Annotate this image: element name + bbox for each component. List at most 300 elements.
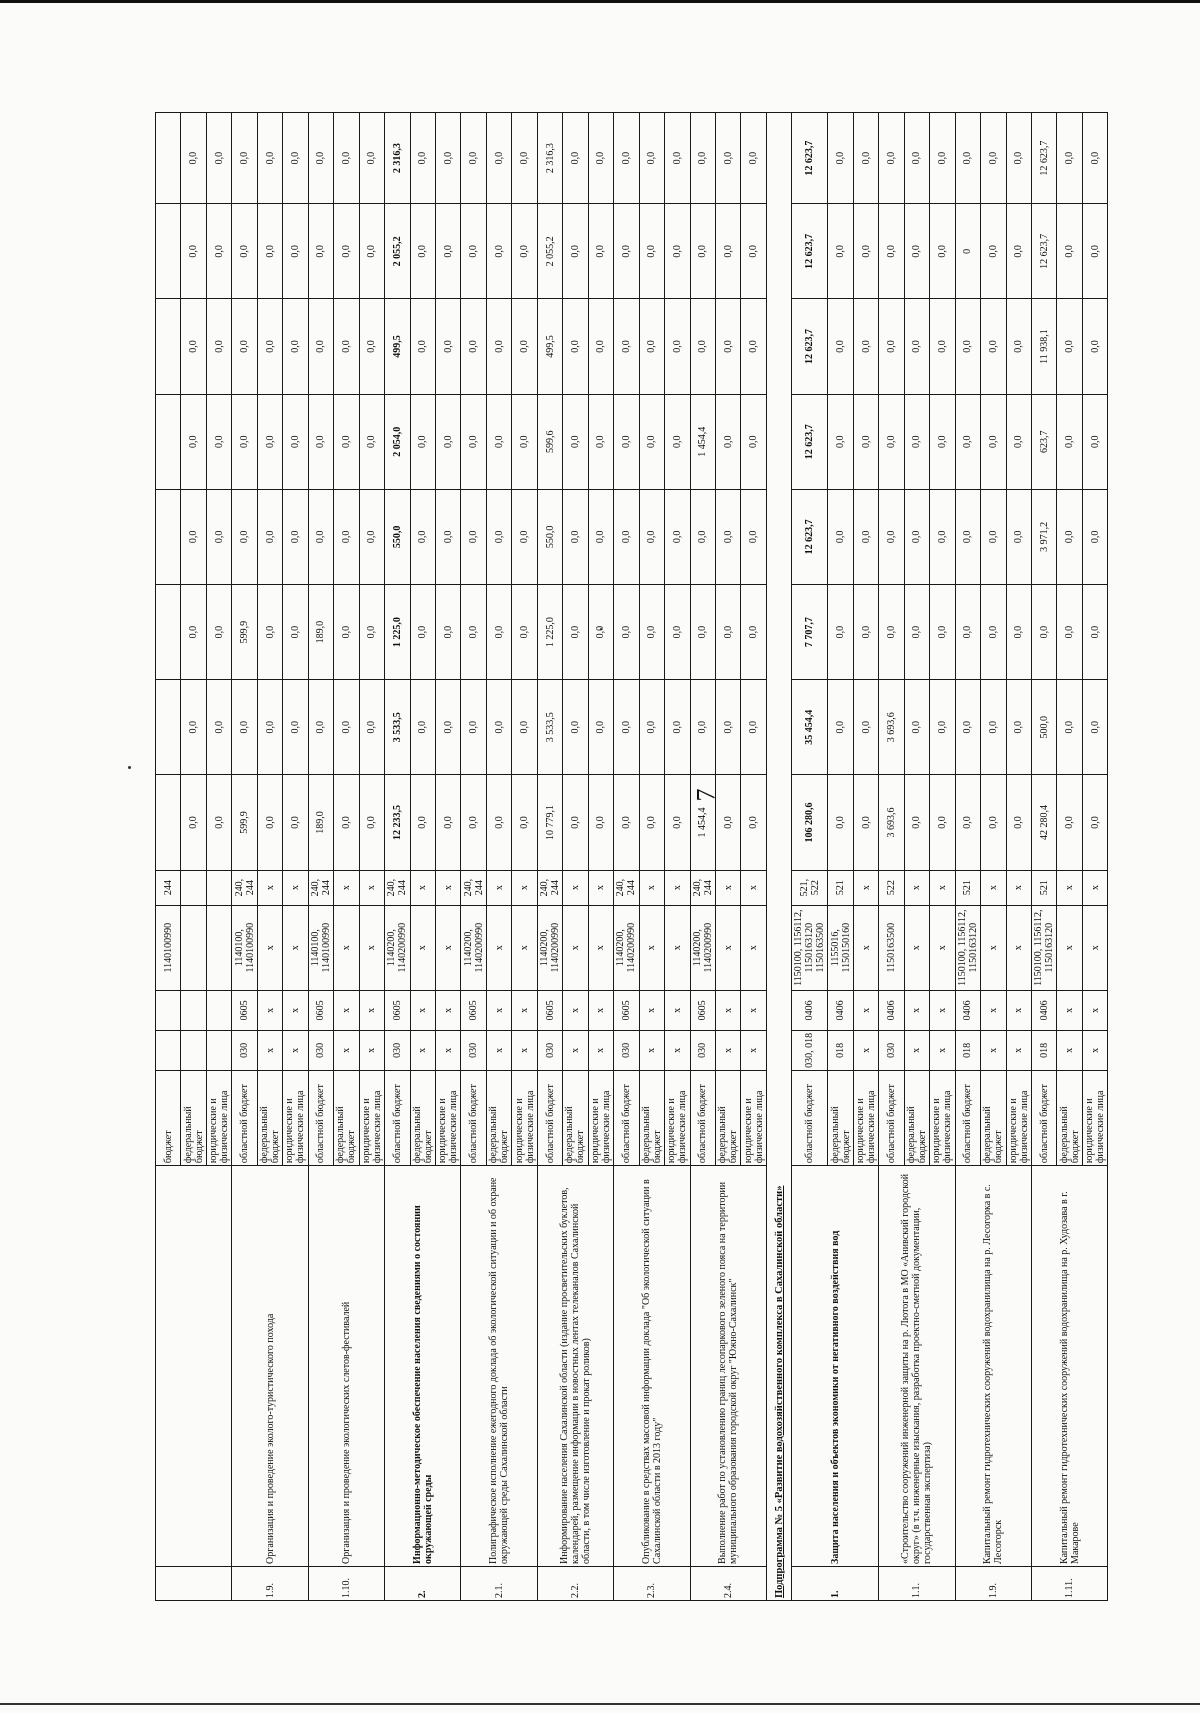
amount-cell: 0,0 [1057, 394, 1082, 489]
amount-cell: 2 055,2 [385, 204, 410, 299]
budget-code: x [410, 990, 435, 1030]
rotated-table-frame [155, 112, 1107, 1601]
amount-cell: 599,6 [537, 394, 562, 489]
amount-cell: 12 623,7 [792, 204, 828, 299]
event-name: Капитальный ремонт гидротехнических сооружений водохранилища на р. Худозава в г. Макарове [1031, 1166, 1107, 1567]
amount-cell: 0,0 [879, 299, 904, 394]
budget-code: x [1082, 1030, 1107, 1070]
amount-cell: 0,0 [181, 680, 206, 775]
amount-cell: 0,0 [639, 204, 664, 299]
budget-code: x [741, 905, 766, 990]
amount-cell [156, 113, 181, 204]
amount-cell: 0,0 [308, 113, 333, 204]
amount-cell: 0,0 [1082, 585, 1107, 680]
amount-cell: 0,0 [904, 489, 929, 584]
amount-cell: 0,0 [181, 585, 206, 680]
budget-code: 1150100, 1156112, 1150163120 1150163500 [792, 905, 828, 990]
event-name: Капитальный ремонт гидротехнических сооружений водохранилища на р. Лесогорка в с. Лесогорск [955, 1166, 1031, 1567]
amount-cell: 500,0 [1031, 680, 1056, 775]
amount-cell: 0,0 [715, 204, 740, 299]
event-name: Информационно-методическое обеспечение населения сведениями о состоянии окружающей среды [385, 1166, 461, 1567]
row-number: 1. [792, 1566, 879, 1600]
budget-code: 018 [955, 1030, 980, 1070]
budget-code: x [853, 990, 878, 1030]
budget-code: 521 [1031, 870, 1056, 905]
amount-cell: 0,0 [930, 680, 955, 775]
row-number: 2. [385, 1566, 461, 1600]
amount-cell: 189,0 [308, 585, 333, 680]
amount-cell: 0,0 [690, 204, 715, 299]
amount-cell: 0,0 [639, 394, 664, 489]
amount-cell: 3 971,2 [1031, 489, 1056, 584]
budget-code: 0605 [385, 990, 410, 1030]
amount-cell: 0,0 [1057, 113, 1082, 204]
budget-code: 1150100, 1156112, 1150163120 [955, 905, 980, 990]
budget-code: x [486, 990, 511, 1030]
event-name: Полиграфическое исполнение ежегодного доклада об экологической ситуации и об охране окружающей среды Сахалинской области [461, 1166, 537, 1567]
row-number: 2.2. [537, 1566, 613, 1600]
funding-source: юридические и физические лица [588, 1070, 613, 1165]
budget-code [181, 905, 206, 990]
amount-cell: 0,0 [181, 394, 206, 489]
budget-code: x [334, 990, 359, 1030]
budget-code: x [930, 990, 955, 1030]
amount-cell: 12 623,7 [792, 299, 828, 394]
funding-source: юридические и физические лица [206, 1070, 231, 1165]
funding-source: федеральный бюджет [486, 1070, 511, 1165]
amount-cell: 0,0 [232, 204, 257, 299]
funding-source: юридические и физические лица [359, 1070, 384, 1165]
budget-code [181, 1030, 206, 1070]
amount-cell: 0,0 [206, 489, 231, 584]
amount-cell: 0,0 [435, 489, 460, 584]
amount-cell: 0,0 [665, 204, 690, 299]
amount-cell: 1 225,0 [537, 585, 562, 680]
amount-cell: 0,0 [206, 394, 231, 489]
budget-code: 0406 [792, 990, 828, 1030]
amount-cell: 0,0 [930, 113, 955, 204]
amount-cell: 0,0 [257, 585, 282, 680]
amount-cell: 0,0 [690, 680, 715, 775]
amount-cell: 550,0 [385, 489, 410, 584]
event-name: Информирование населения Сахалинской области (издание просветительских буклетов, календарей, размещение информации в новостных лентах телеканалов Сахалинской области, в том числе изготовление и прокат роликов) [537, 1166, 613, 1567]
amount-cell: 0,0 [334, 775, 359, 870]
budget-code: 018 [1031, 1030, 1056, 1070]
budget-code: 1140200, 1140200990 [537, 905, 562, 990]
budget-code: x [486, 870, 511, 905]
amount-cell: 0,0 [410, 299, 435, 394]
funding-source: областной бюджет [614, 1070, 639, 1165]
budget-code: x [1082, 990, 1107, 1030]
funding-source: юридические и физические лица [512, 1070, 537, 1165]
amount-cell: 0,0 [741, 299, 766, 394]
page-number: 7 [691, 788, 721, 802]
amount-cell: 0,0 [588, 299, 613, 394]
budget-code: 0605 [461, 990, 486, 1030]
amount-cell: 0,0 [206, 680, 231, 775]
amount-cell: 0,0 [588, 775, 613, 870]
table-row [308, 113, 333, 1601]
budget-code: 522 [879, 870, 904, 905]
budget-code: x [486, 905, 511, 990]
amount-cell: 0,0 [1006, 204, 1031, 299]
amount-cell: 0,0 [1006, 299, 1031, 394]
amount-cell: 0,0 [181, 299, 206, 394]
amount-cell [156, 585, 181, 680]
budget-code: x [359, 905, 384, 990]
rotated-table-wrapper [155, 112, 1107, 1601]
amount-cell [156, 299, 181, 394]
amount-cell: 3 533,5 [385, 680, 410, 775]
budget-code: 030 [614, 1030, 639, 1070]
amount-cell: 0,0 [904, 775, 929, 870]
amount-cell: 0,0 [665, 113, 690, 204]
funding-source: областной бюджет [792, 1070, 828, 1165]
budget-code: x [1006, 870, 1031, 905]
amount-cell: 623,7 [1031, 394, 1056, 489]
event-name: «Строительство сооружений инженерной защиты на р. Лютога в МО «Анивский городской округ» (в т.ч. инженерные изыскания, разработка проектно-сметной документации, государственная экспертиза) [879, 1166, 955, 1567]
budget-code: x [359, 990, 384, 1030]
amount-cell: 0,0 [359, 113, 384, 204]
budget-code: 0605 [690, 990, 715, 1030]
row-number: 1.9. [955, 1566, 1031, 1600]
amount-cell: 0,0 [879, 394, 904, 489]
budget-code: x [410, 870, 435, 905]
amount-cell: 1 454,4 [690, 775, 715, 870]
row-number: 1.10. [308, 1566, 384, 1600]
budget-code: x [359, 1030, 384, 1070]
amount-cell: 0,0 [359, 299, 384, 394]
budget-code: x [359, 870, 384, 905]
funding-source: юридические и физические лица [1006, 1070, 1031, 1165]
budget-code: x [334, 870, 359, 905]
budget-code: x [563, 870, 588, 905]
budget-code: x [639, 870, 664, 905]
amount-cell: 0,0 [563, 204, 588, 299]
amount-cell: 0,0 [904, 394, 929, 489]
amount-cell: 0,0 [853, 489, 878, 584]
funding-source: областной бюджет [308, 1070, 333, 1165]
amount-cell: 0,0 [334, 113, 359, 204]
amount-cell: 0,0 [741, 113, 766, 204]
amount-cell: 0,0 [563, 394, 588, 489]
budget-code: 030 [461, 1030, 486, 1070]
budget-code: x [981, 905, 1006, 990]
amount-cell: 0,0 [981, 585, 1006, 680]
amount-cell: 0,0 [257, 113, 282, 204]
event-name [156, 1166, 232, 1567]
amount-cell: 0,0 [588, 113, 613, 204]
amount-cell: 0,0 [1057, 585, 1082, 680]
amount-cell: 0,0 [334, 204, 359, 299]
amount-cell: 3 693,6 [879, 775, 904, 870]
budget-code: x [715, 1030, 740, 1070]
amount-cell: 12 623,7 [1031, 113, 1056, 204]
amount-cell: 10 779,1 [537, 775, 562, 870]
amount-cell: 0,0 [588, 585, 613, 680]
amount-cell: 0,0 [334, 680, 359, 775]
amount-cell: 0,0 [563, 585, 588, 680]
amount-cell: 0,0 [334, 299, 359, 394]
amount-cell: 0,0 [690, 113, 715, 204]
budget-code: x [1057, 905, 1082, 990]
funding-source: федеральный бюджет [1057, 1070, 1082, 1165]
amount-cell: 0,0 [955, 489, 980, 584]
amount-cell: 12 233,5 [385, 775, 410, 870]
amount-cell: 0,0 [828, 299, 853, 394]
budget-code: 030, 018 [792, 1030, 828, 1070]
amount-cell: 0,0 [1057, 680, 1082, 775]
table-body [156, 113, 1108, 1601]
amount-cell: 0,0 [853, 585, 878, 680]
amount-cell: 0,0 [588, 680, 613, 775]
budget-code: x [512, 905, 537, 990]
amount-cell: 189,0 [308, 775, 333, 870]
budget-code: x [715, 990, 740, 1030]
amount-cell: 0,0 [283, 775, 308, 870]
budget-code: x [930, 905, 955, 990]
amount-cell: 0,0 [665, 489, 690, 584]
table-row [690, 113, 715, 1601]
table-row [537, 113, 562, 1601]
amount-cell: 0,0 [461, 680, 486, 775]
budget-code: x [981, 1030, 1006, 1070]
budget-code: x [512, 990, 537, 1030]
budget-code: x [665, 990, 690, 1030]
amount-cell: 0,0 [308, 489, 333, 584]
amount-cell: 2 316,3 [385, 113, 410, 204]
funding-source: юридические и физические лица [435, 1070, 460, 1165]
funding-source: федеральный бюджет [904, 1070, 929, 1165]
amount-cell: 0,0 [879, 113, 904, 204]
funding-source: федеральный бюджет [639, 1070, 664, 1165]
budget-code: 1140100, 1140100990 [308, 905, 333, 990]
row-number: 1.1. [879, 1566, 955, 1600]
budget-code: x [741, 870, 766, 905]
budget-code: x [904, 870, 929, 905]
amount-cell: 0,0 [1057, 489, 1082, 584]
amount-cell: 0,0 [512, 585, 537, 680]
amount-cell: 0,0 [690, 299, 715, 394]
table-row [766, 113, 791, 1601]
amount-cell: 0,0 [1082, 299, 1107, 394]
amount-cell: 0,0 [981, 775, 1006, 870]
funding-source: областной бюджет [385, 1070, 410, 1165]
amount-cell: 0,0 [639, 680, 664, 775]
amount-cell: 0,0 [1006, 680, 1031, 775]
amount-cell [156, 775, 181, 870]
budget-code: x [435, 990, 460, 1030]
amount-cell: 0,0 [741, 204, 766, 299]
amount-cell: 0,0 [904, 585, 929, 680]
amount-cell: 0,0 [981, 299, 1006, 394]
budget-code: 521, 522 [792, 870, 828, 905]
amount-cell: 0,0 [206, 585, 231, 680]
amount-cell: 0,0 [257, 680, 282, 775]
amount-cell: 0,0 [1006, 775, 1031, 870]
amount-cell: 0,0 [955, 394, 980, 489]
amount-cell: 0,0 [1006, 489, 1031, 584]
amount-cell: 0,0 [715, 680, 740, 775]
amount-cell: 3 533,5 [537, 680, 562, 775]
amount-cell: 42 280,4 [1031, 775, 1056, 870]
amount-cell: 0,0 [283, 299, 308, 394]
budget-code: x [512, 870, 537, 905]
funding-source: областной бюджет [955, 1070, 980, 1165]
amount-cell: 0,0 [435, 299, 460, 394]
amount-cell: 0,0 [741, 394, 766, 489]
amount-cell: 0,0 [741, 489, 766, 584]
table-row [792, 113, 828, 1601]
amount-cell: 0,0 [614, 680, 639, 775]
budget-code: 018 [828, 1030, 853, 1070]
amount-cell: 0,0 [410, 113, 435, 204]
budget-code: 244 [156, 870, 181, 905]
amount-cell: 0,0 [930, 585, 955, 680]
amount-cell: 0,0 [486, 113, 511, 204]
amount-cell: 0,0 [283, 585, 308, 680]
amount-cell: 0,0 [981, 680, 1006, 775]
amount-cell: 0,0 [410, 204, 435, 299]
amount-cell: 0,0 [181, 775, 206, 870]
budget-code: 1155016, 1150150160 [828, 905, 853, 990]
amount-cell: 0,0 [1031, 585, 1056, 680]
budget-code: x [930, 870, 955, 905]
amount-cell: 0,0 [181, 204, 206, 299]
amount-cell: 0,0 [981, 489, 1006, 584]
amount-cell: 0,0 [563, 489, 588, 584]
amount-cell: 0,0 [715, 113, 740, 204]
budget-code [156, 990, 181, 1030]
amount-cell: 0,0 [334, 394, 359, 489]
event-name: Организация и проведение эколого-туристического похода [232, 1166, 308, 1567]
table-row [1031, 113, 1056, 1601]
budget-code: x [853, 870, 878, 905]
amount-cell: 0,0 [410, 394, 435, 489]
budget-code: 1140200, 1140200990 [461, 905, 486, 990]
amount-cell: 0,0 [257, 204, 282, 299]
amount-cell: 0,0 [563, 680, 588, 775]
amount-cell: 0,0 [1082, 489, 1107, 584]
amount-cell: 1 225,0 [385, 585, 410, 680]
amount-cell: 0,0 [486, 204, 511, 299]
amount-cell: 0,0 [257, 489, 282, 584]
budget-code: 240, 244 [537, 870, 562, 905]
budget-code: x [1006, 1030, 1031, 1070]
amount-cell: 0,0 [879, 489, 904, 584]
budget-code: 521 [955, 870, 980, 905]
amount-cell: 0,0 [879, 204, 904, 299]
budget-code [206, 990, 231, 1030]
amount-cell: 499,5 [385, 299, 410, 394]
amount-cell: 0,0 [614, 113, 639, 204]
amount-cell: 0,0 [665, 585, 690, 680]
budget-code: 0406 [1031, 990, 1056, 1030]
amount-cell: 0,0 [435, 680, 460, 775]
budget-code: 240, 244 [614, 870, 639, 905]
budget-code: x [1006, 990, 1031, 1030]
amount-cell: 0,0 [981, 204, 1006, 299]
budget-code: x [283, 870, 308, 905]
amount-cell: 0,0 [715, 585, 740, 680]
budget-code: 240, 244 [461, 870, 486, 905]
amount-cell: 0,0 [614, 299, 639, 394]
amount-cell: 0,0 [904, 204, 929, 299]
budget-code: 1140200, 1140200990 [614, 905, 639, 990]
funding-source: юридические и физические лица [741, 1070, 766, 1165]
amount-cell: 0,0 [741, 775, 766, 870]
funding-source: федеральный бюджет [563, 1070, 588, 1165]
amount-cell: 0,0 [435, 394, 460, 489]
amount-cell: 0,0 [181, 489, 206, 584]
amount-cell: 0 [955, 204, 980, 299]
budget-code: x [257, 990, 282, 1030]
amount-cell: 0,0 [853, 204, 878, 299]
amount-cell: 0,0 [486, 775, 511, 870]
amount-cell: 0,0 [639, 585, 664, 680]
amount-cell: 0,0 [308, 394, 333, 489]
amount-cell: 0,0 [904, 299, 929, 394]
amount-cell: 0,0 [461, 775, 486, 870]
budget-code: x [1006, 905, 1031, 990]
budget-table [155, 112, 1108, 1601]
budget-code [181, 990, 206, 1030]
budget-code [181, 870, 206, 905]
budget-code: x [1057, 1030, 1082, 1070]
funding-source: областной бюджет [690, 1070, 715, 1165]
amount-cell: 0,0 [563, 299, 588, 394]
budget-code: x [563, 1030, 588, 1070]
amount-cell: 0,0 [359, 585, 384, 680]
amount-cell: 106 280,6 [792, 775, 828, 870]
amount-cell: 0,0 [334, 585, 359, 680]
top-border-line [0, 0, 1200, 3]
amount-cell: 0,0 [283, 394, 308, 489]
amount-cell: 0,0 [828, 775, 853, 870]
table-row [879, 113, 904, 1601]
subprogram-header: Подпрограмма № 5 «Развитие водохозяйственного комплекса в Сахалинской области» [766, 113, 791, 1601]
amount-cell: 0,0 [1006, 394, 1031, 489]
event-name: Защита населения и объектов экономики от негативного воздействия вод [792, 1166, 879, 1567]
budget-code: x [588, 990, 613, 1030]
amount-cell: 0,0 [665, 394, 690, 489]
row-number: 1.11. [1031, 1566, 1107, 1600]
amount-cell: 0,0 [486, 299, 511, 394]
amount-cell: 0,0 [1057, 775, 1082, 870]
budget-code: x [715, 870, 740, 905]
amount-cell: 0,0 [614, 394, 639, 489]
amount-cell: 0,0 [461, 489, 486, 584]
budget-code: x [665, 870, 690, 905]
funding-source: юридические и физические лица [665, 1070, 690, 1165]
amount-cell: 0,0 [410, 680, 435, 775]
budget-code: x [435, 905, 460, 990]
amount-cell: 12 623,7 [792, 113, 828, 204]
amount-cell: 0,0 [308, 204, 333, 299]
amount-cell: 0,0 [715, 775, 740, 870]
budget-code: x [283, 990, 308, 1030]
amount-cell: 7 707,7 [792, 585, 828, 680]
amount-cell: 0,0 [283, 204, 308, 299]
amount-cell: 599,9 [232, 585, 257, 680]
amount-cell: 0,0 [853, 299, 878, 394]
amount-cell: 0,0 [232, 394, 257, 489]
table-row [385, 113, 410, 1601]
funding-source: федеральный бюджет [715, 1070, 740, 1165]
amount-cell: 499,5 [537, 299, 562, 394]
amount-cell: 11 938,1 [1031, 299, 1056, 394]
amount-cell: 0,0 [257, 775, 282, 870]
